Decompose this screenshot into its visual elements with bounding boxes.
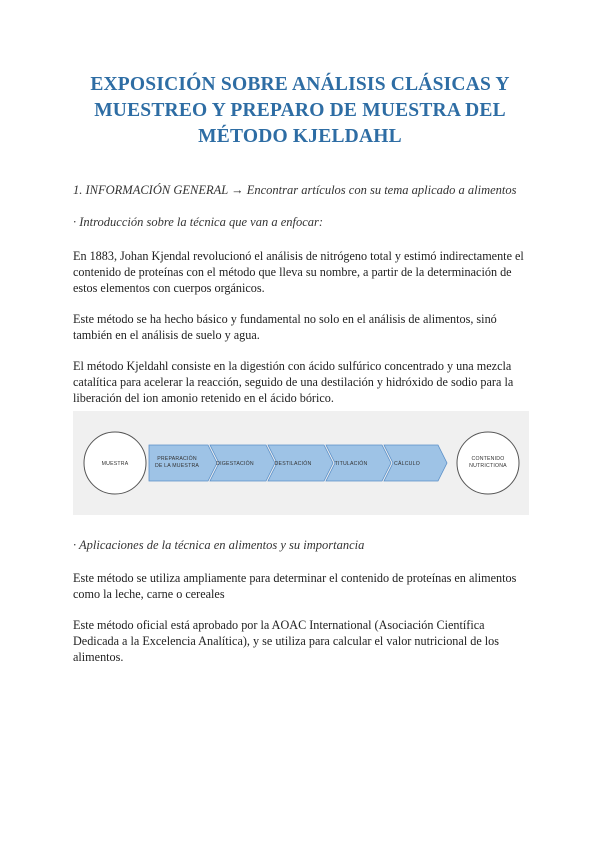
paragraph-line: contenido de proteínas con el método que lleva su nombre, a partir de la determinación de — [73, 264, 512, 279]
step-label-digestion: DIGESTACIÓN — [216, 461, 254, 467]
step-label-titration: TITULACIÓN — [334, 461, 368, 467]
paragraph-line: El método Kjeldahl consiste en la digestión con ácido sulfúrico concentrado y una mezcla — [73, 359, 512, 373]
paragraph-line: catalítica para acelerar la reacción, seguido de una destilación y hidróxido de sodio para la — [73, 374, 514, 389]
end-label: CONTENIDO — [471, 456, 505, 462]
paragraph-line: Este método se ha hecho básico y fundamental no solo en el análisis de alimentos, sinó — [73, 312, 497, 326]
paragraph-line: estos elementos con cuerpos orgánicos. — [73, 280, 265, 295]
paragraph-line: En 1883, Johan Kjendal revolucionó el análisis de nitrógeno total y estimó indirectamente el — [73, 249, 524, 263]
kjeldahl-process-diagram — [73, 411, 529, 515]
start-label: MUESTRA — [101, 461, 129, 467]
paragraph-applications — [73, 571, 528, 603]
paragraph-line: como la leche, carne o cereales — [73, 586, 225, 601]
paragraph-importance — [73, 312, 528, 344]
title-line-1: EXPOSICIÓN SOBRE ANÁLISIS CLÁSICAS Y — [90, 74, 510, 95]
paragraph-aoac — [73, 618, 528, 665]
paragraph-line: liberación del ion amonio retenido en el ácido bórico. — [73, 390, 334, 405]
end-label-2: NUTRICTIONA — [469, 463, 507, 469]
document-title — [60, 72, 540, 150]
step-label-preparation-2: DE LA MUESTRA — [154, 463, 200, 469]
title-line-2: MUESTREO Y PREPARO DE MUESTRA DEL — [94, 100, 506, 121]
step-label-distillation: DESTILACIÓN — [274, 461, 312, 467]
section-2-subheading: · Aplicaciones de la técnica en alimentos y su importancia — [73, 538, 365, 552]
paragraph-line: alimentos. — [73, 649, 124, 664]
paragraph-line: Dedicada a la Excelencia Analítica), y se utiliza para calcular el valor nutricional de los — [73, 633, 500, 648]
paragraph-line: Este método oficial está aprobado por la AOAC International (Asociación Científica — [73, 618, 485, 632]
paragraph-line: Este método se utiliza ampliamente para determinar el contenido de proteínas en alimentos — [73, 571, 517, 585]
step-label-preparation: PREPARACIÓN — [157, 456, 197, 462]
process-flow-graphic — [73, 411, 529, 515]
section-1-heading: 1. INFORMACIÓN GENERAL → Encontrar artículos con su tema aplicado a alimentos — [73, 183, 517, 197]
paragraph-method — [73, 359, 528, 406]
step-label-calculation: CÁLCULO — [394, 461, 420, 467]
paragraph-history — [73, 249, 528, 296]
paragraph-line: también en el análisis de suelo y agua. — [73, 327, 260, 342]
title-line-3: MÉTODO KJELDAHL — [198, 126, 402, 147]
section-1-subheading: · Introducción sobre la técnica que van a enfocar: — [73, 215, 324, 229]
